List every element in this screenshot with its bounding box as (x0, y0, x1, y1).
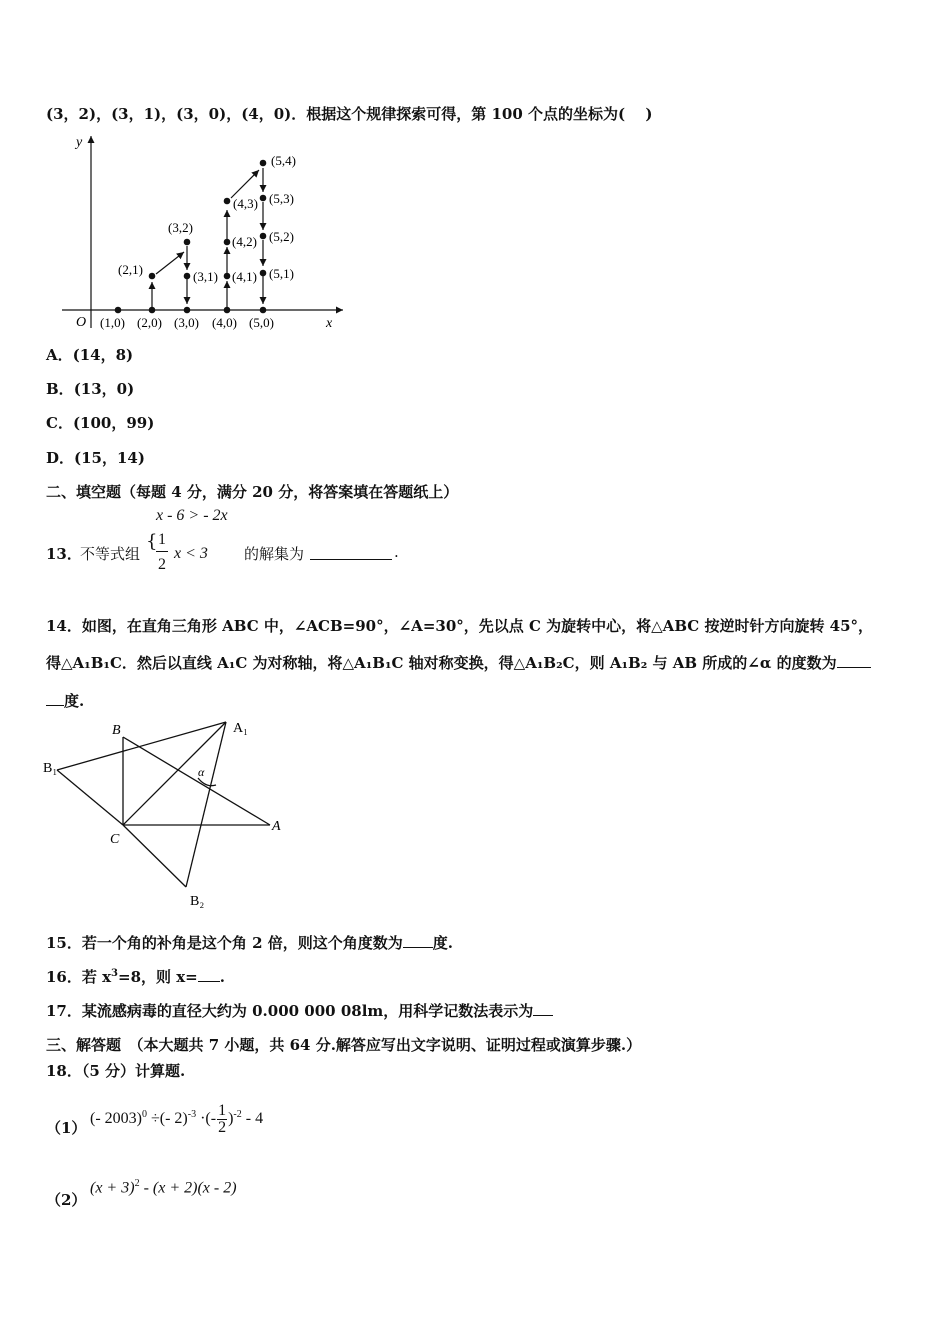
point-label: (5,2) (269, 229, 294, 244)
q13-suffix: 的解集为 (244, 545, 305, 563)
axis-y-label: y (76, 135, 83, 150)
answer-blank (533, 1001, 553, 1016)
label-a1: A₁ (233, 721, 248, 736)
label-alpha: α (198, 765, 205, 779)
option-d: D．(15，14) (46, 449, 145, 467)
point-label: (5,3) (269, 191, 294, 206)
fraction-denominator: 2 (158, 556, 166, 573)
point-label: (4,1) (232, 269, 257, 284)
point-label: (4,0) (212, 315, 237, 330)
section-3-title: 三、解答题 （本大题共 7 小题，共 64 分.解答应写出文字说明、证明过程或演算步骤.） (46, 1036, 642, 1054)
axis-x-label: x (326, 316, 333, 331)
point-label: (3,1) (193, 269, 218, 284)
point-label: (2,0) (137, 315, 162, 330)
fraction-numerator: 1 (158, 531, 166, 548)
brace: { (146, 531, 158, 552)
answer-blank (403, 933, 433, 948)
point-label: (4,2) (232, 234, 257, 249)
question-14-line-3: 度. (46, 690, 84, 711)
question-16: 16．若 $x^3=8$，则 x= . (46, 968, 225, 986)
point-label: (3,2) (168, 220, 193, 235)
question-15: 15．若一个角的补角是这个角 2 倍，则这个角度数为 度. (46, 934, 453, 952)
expression-2: $(x + 3)^2 - (x + 2)(x - 2)$ (90, 1178, 237, 1197)
question-17: 17．某流感病毒的直径大约为 0.000 000 08lm，用科学记数法表示为 (46, 1000, 553, 1021)
point-label: (5,1) (269, 266, 294, 281)
point-label: (5,4) (271, 153, 296, 168)
fraction-bar (156, 551, 168, 552)
q18-part-1: （1） (- 2003)$^0$ ÷(- 2)$^{-3}$ ·(- $\frac{1}{2}$ )$^{-2}$ - 4 (46, 1102, 264, 1137)
question-14-line-1: 14．如图，在直角三角形 ABC 中，∠ACB=90°，∠A=30°，先以点 C 为旋转中心，将△ABC 按逆时针方向旋转 45°， (46, 617, 874, 635)
option-a: A．(14，8) (46, 346, 134, 364)
option-c: C．(100，99) (46, 414, 155, 432)
label-b: B (112, 723, 121, 738)
option-b: B．(13，0) (46, 380, 135, 398)
question-12-text: (3，2)，(3，1)，(3，0)，(4，0)．根据这个规律探索可得，第 100 个点的坐标为( ) (46, 105, 653, 123)
answer-blank (46, 691, 64, 706)
answer-blank (837, 653, 871, 668)
origin-label: O (76, 315, 87, 330)
label-c: C (110, 832, 120, 847)
label-b1: B₁ (43, 761, 58, 776)
answer-blank (310, 545, 392, 560)
answer-blank (198, 967, 220, 982)
inequality-1: x - 6 > - 2x (156, 507, 228, 524)
coordinate-graph (60, 130, 350, 335)
section-2-title: 二、填空题（每题 4 分，满分 20 分，将答案填在答题纸上） (46, 483, 459, 501)
question-13 (46, 505, 466, 585)
question-14-line-2: 得△A₁B₁C．然后以直线 A₁C 为对称轴，将△A₁B₁C 轴对称变换，得△A₁B₂C，则 A₁B₂ 与 AB 所成的∠α 的度数为 (46, 652, 871, 673)
inequality-2: x < 3 (174, 545, 208, 562)
point-label: (1,0) (100, 315, 125, 330)
q18-part-2: （2） $(x + 3)^2 - (x + 2)(x - 2)$ (46, 1178, 237, 1209)
point-label: (3,0) (174, 315, 199, 330)
question-number: 13． (46, 545, 82, 563)
point-label: (5,0) (249, 315, 274, 330)
point-label: (4,3) (233, 196, 258, 211)
question-18-title: 18．（5 分）计算题. (46, 1062, 186, 1080)
rotation-triangle-figure (40, 712, 300, 912)
point-label: (2,1) (118, 262, 143, 277)
q13-end: . (394, 543, 399, 561)
label-a: A (272, 819, 281, 834)
label-b2: B₂ (190, 894, 205, 909)
q13-prefix: 不等式组 (80, 545, 141, 563)
expression-1: (- 2003)$^0$ ÷(- 2)$^{-3}$ ·(- $\frac{1}{2}$ )$^{-2}$ - 4 (90, 1102, 264, 1136)
